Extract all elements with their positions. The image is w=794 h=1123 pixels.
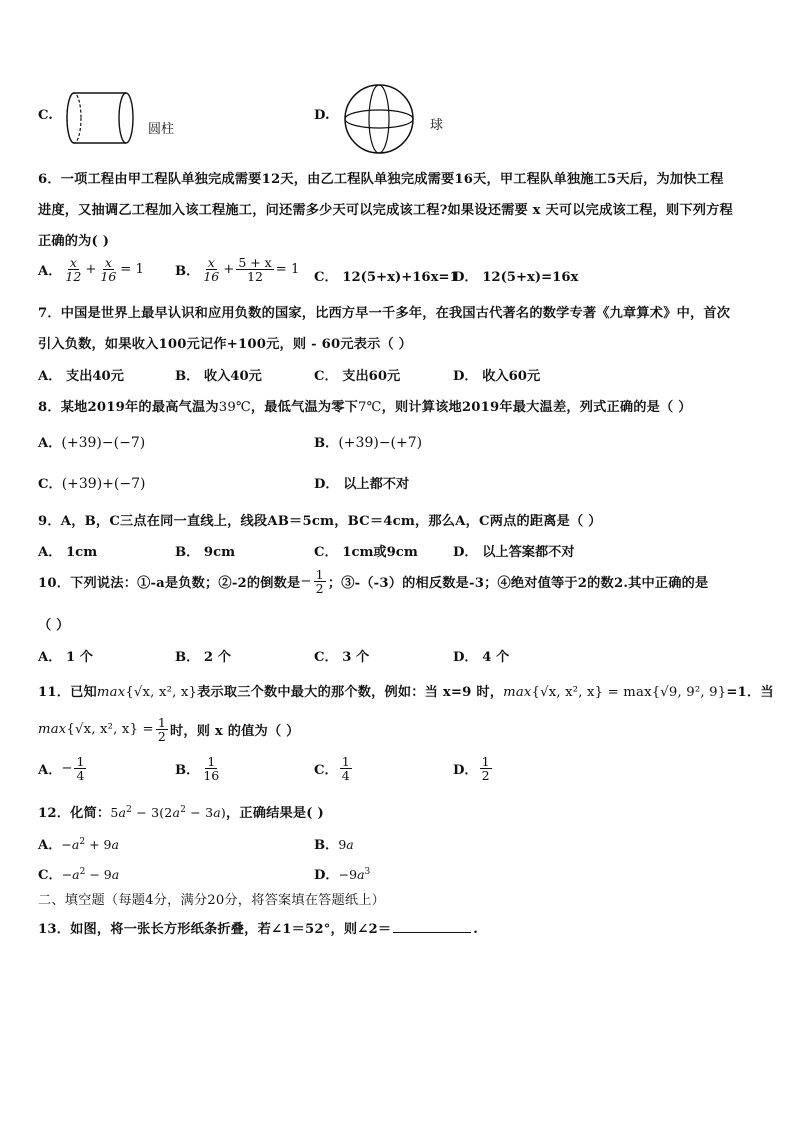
cylinder-icon [62,88,142,148]
cylinder-caption: 圆柱 [148,122,175,137]
q11-line2: max {√x, x², x} = $\frac{1}{2}$ 时，则 x 的值为（ ） [38,715,300,745]
option-letter: B． [175,264,200,280]
q8-option-a[interactable]: A．(+39)−(−7) [38,435,146,451]
q12-option-b[interactable]: B．9a [314,837,354,853]
q12-option-c[interactable]: C．$-a^2 - 9a$ [38,866,120,883]
q6-option-a[interactable]: A． $\frac{x}{12}$ + $\frac{x}{16}$ = 1 [38,255,144,285]
sphere-icon [342,82,418,156]
q6-line3: 正确的为( ) [38,234,110,249]
q9-option-c[interactable]: C． 1cm或9cm [314,545,418,560]
q10-option-a[interactable]: A． 1 个 [38,650,93,665]
q12-option-a[interactable]: A．$-a^2 + 9a$ [38,836,119,853]
option-d-letter: D. [314,108,330,123]
q7-option-c[interactable]: C． 支出60元 [314,369,401,384]
q11-option-c[interactable]: C． $\frac{1}{4}$ [314,754,350,784]
q9-option-d[interactable]: D． 以上答案都不对 [453,545,575,560]
q12-expression: $5a^2 - 3(2a^2 - 3a)$ [110,804,226,820]
section-title: 二、填空题（每题4分，满分20分，将答案填在答题纸上） [38,893,386,908]
q11-option-b[interactable]: B． $\frac{1}{16}$ [175,754,220,784]
q10-option-c[interactable]: C． 3 个 [314,650,370,665]
q7-option-b[interactable]: B． 收入40元 [175,369,262,384]
q9-option-a[interactable]: A． 1cm [38,545,98,560]
q7-line2: 引入负数，如果收入100元记作+100元，则 - 60元表示（ ） [38,337,413,352]
q6-line2: 进度，又抽调乙工程加入该工程施工，问还需多少天可以完成该工程?如果设还需要 x 天可以完成该工程，则下列方程 [38,203,733,218]
q11-option-a[interactable]: A． − $\frac{1}{4}$ [38,754,85,784]
q8-option-d[interactable]: D． 以上都不对 [314,477,410,492]
q10-line2: （ ） [38,618,70,633]
q6-option-d[interactable]: D． 12(5+x)=16x [453,270,579,285]
q8-option-b[interactable]: B．(+39)−(+7) [314,435,423,451]
q13-line1: 13．如图，将一张长方形纸条折叠，若∠1＝52°，则∠2＝ . [38,922,479,937]
q8-line1: 8．某地2019年的最高气温为39℃，最低气温为零下7℃，则计算该地2019年最大温差，列式正确的是（ ） [38,400,692,415]
option-letter: A． [38,264,62,280]
q11-line1: 11．已知max{√x, x², x}表示取三个数中最大的那个数，例如：当 x=9 时，max{√x, x², x} = max{√9, 9², 9}=1．当 [38,685,774,700]
q9-line1: 9．A，B，C三点在同一直线上，线段AB＝5cm，BC＝4cm，那么A，C两点的距离是（ ） [38,514,602,529]
q7-line1: 7．中国是世界上最早认识和应用负数的国家，比西方早一千多年，在我国古代著名的数学专著《九章算术》中，首次 [38,306,731,321]
option-c-letter: C. [38,108,53,123]
q9-option-b[interactable]: B． 9cm [175,545,236,560]
q12-line1: 12．化简：$5a^2 - 3(2a^2 - 3a)$，正确结果是( ) [38,804,324,821]
q10-option-d[interactable]: D． 4 个 [453,650,510,665]
q6-option-b[interactable]: B． $\frac{x}{16}$ + $\frac{5 + x}{12}$ = 1 [175,255,300,285]
q8-option-c[interactable]: C．(+39)+(−7) [38,476,146,492]
answer-blank[interactable] [393,920,471,933]
q10-option-b[interactable]: B． 2 个 [175,650,231,665]
q7-option-a[interactable]: A． 支出40元 [38,369,124,384]
q6-line1: 6．一项工程由甲工程队单独完成需要12天，由乙工程队单独完成需要16天，甲工程队单独施工5天后，为加快工程 [38,172,724,187]
sphere-caption: 球 [430,118,444,133]
q11-option-d[interactable]: D． $\frac{1}{2}$ [453,754,490,784]
q6-option-c[interactable]: C． 12(5+x)+16x=1 [314,270,459,285]
q10-line1: 10．下列说法：①-a是负数；②-2的倒数是 − $\frac{1}{2}$ ；③-（-3）的相反数是-3；④绝对值等于2的数2.其中正确的是 [38,567,709,597]
q7-option-d[interactable]: D． 收入60元 [453,369,541,384]
q12-option-d[interactable]: D．$-9a^3$ [314,866,371,883]
